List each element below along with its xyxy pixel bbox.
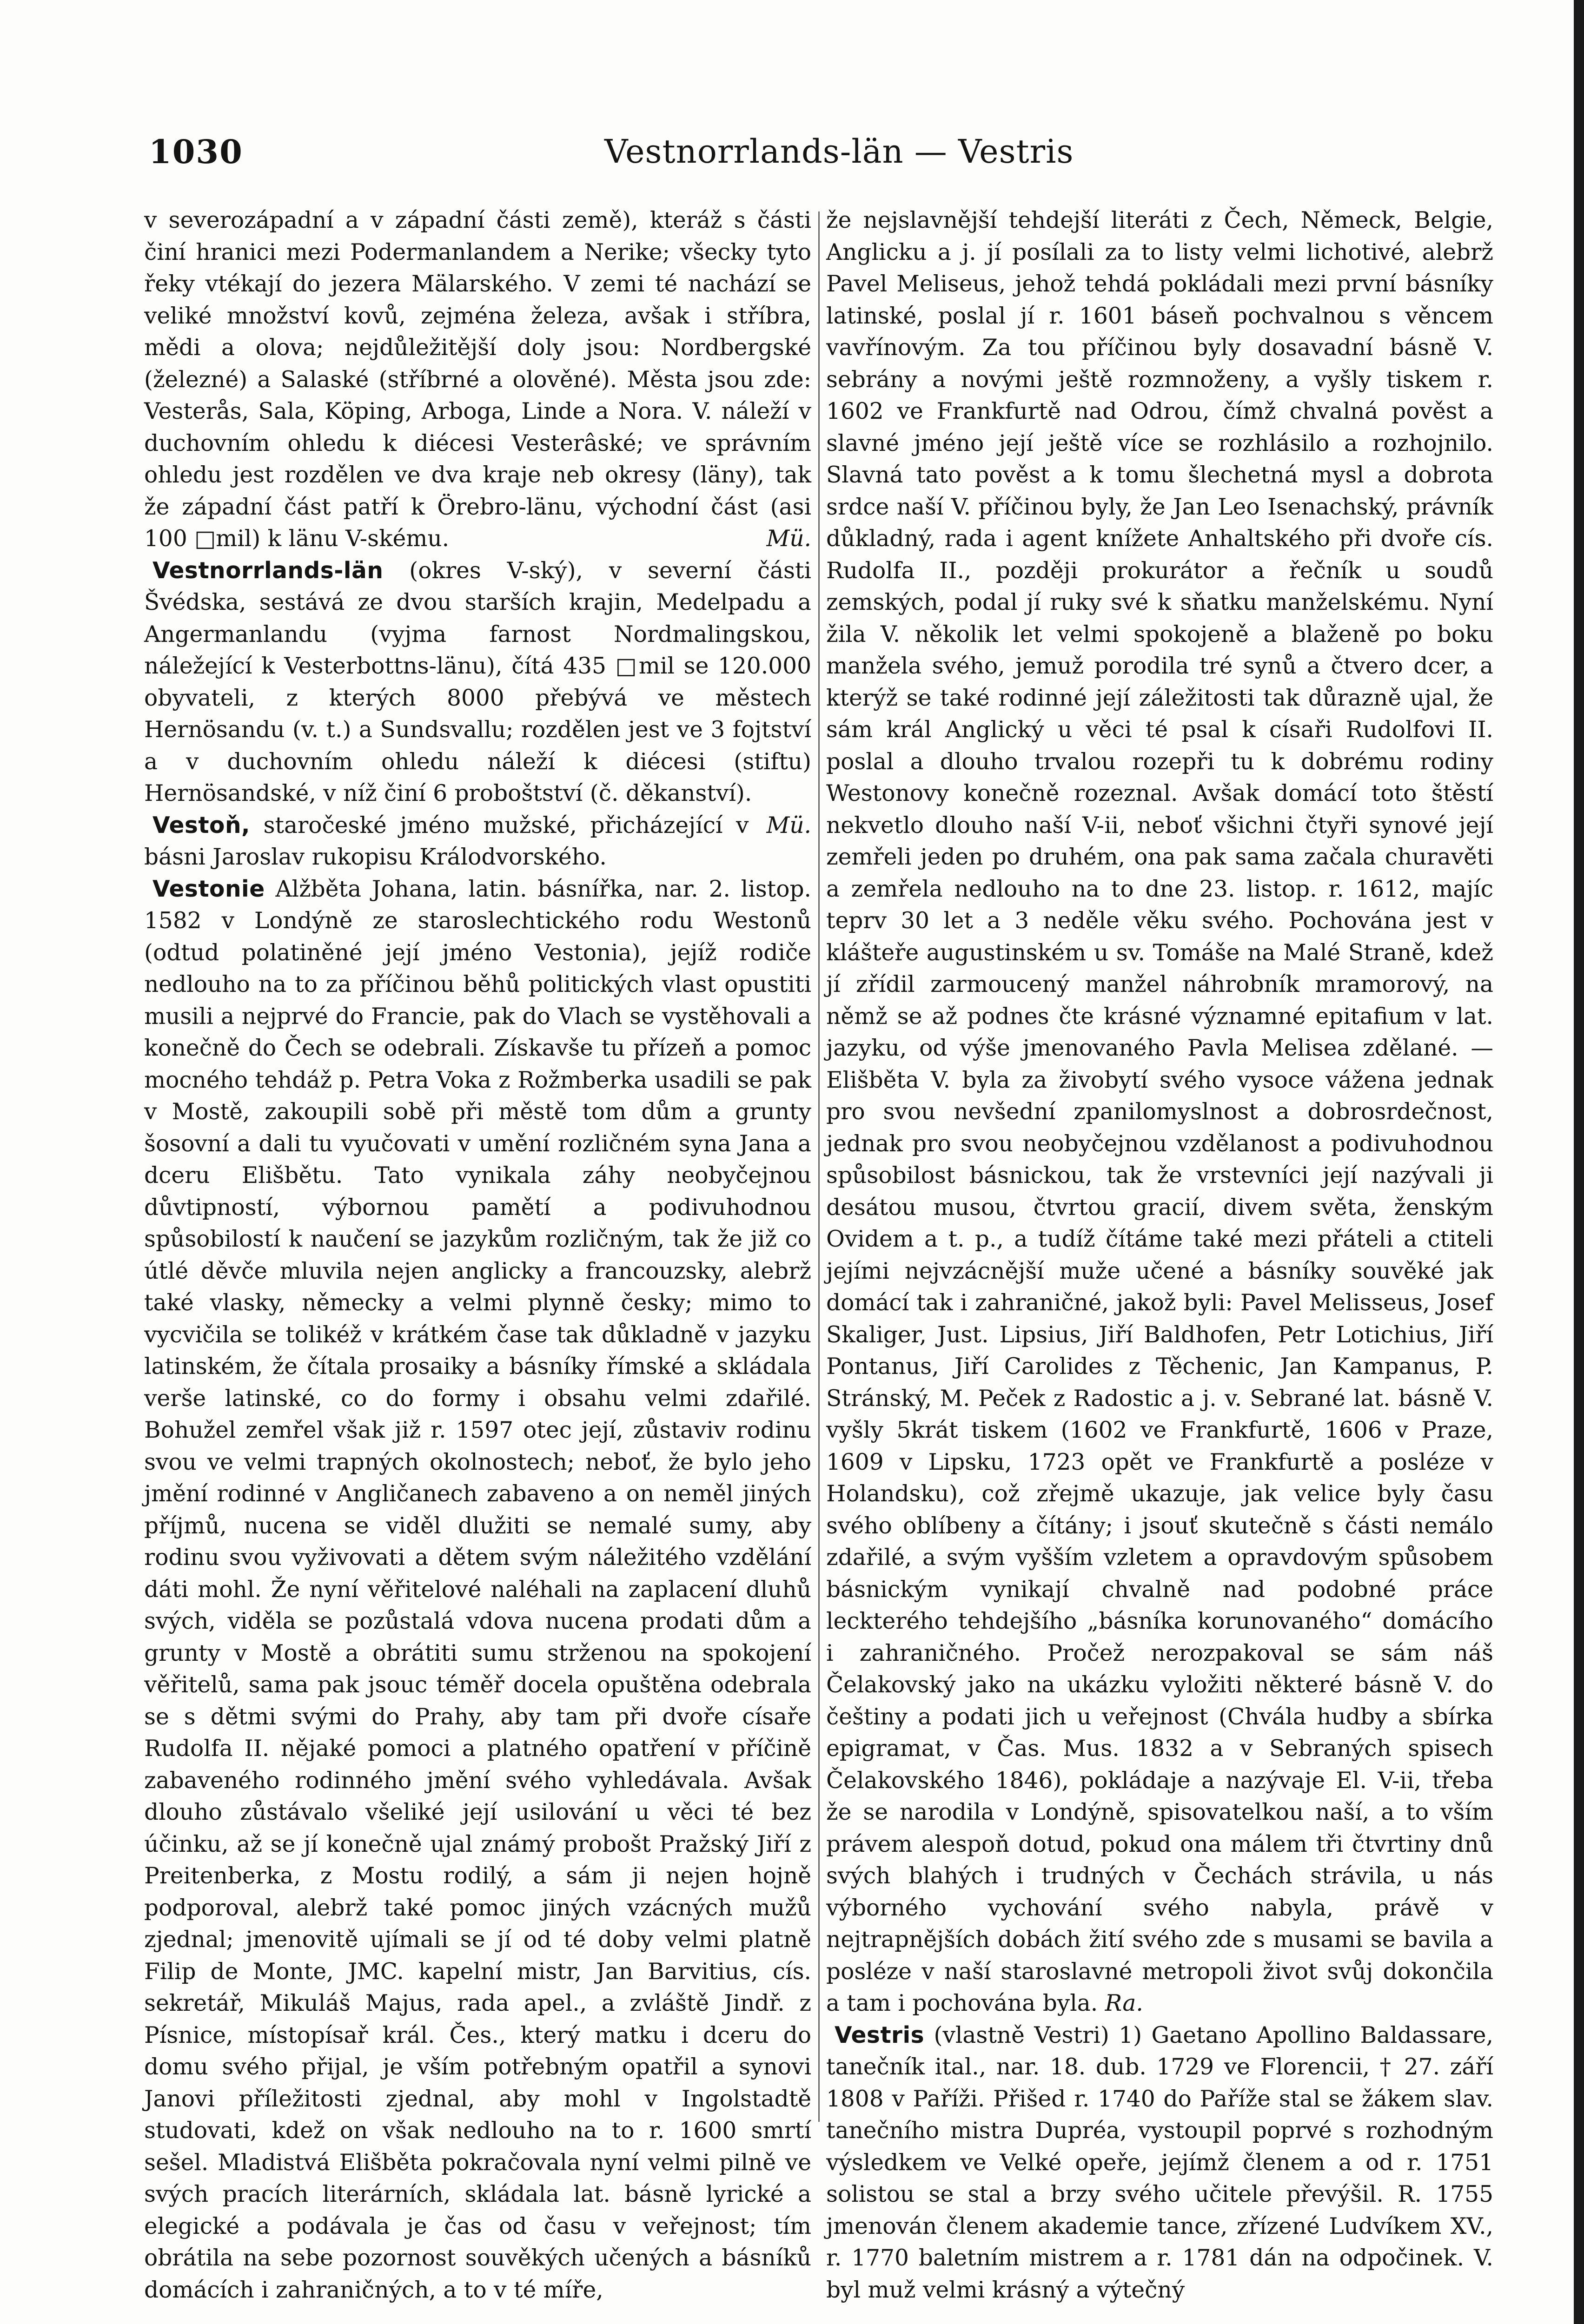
entry-headword: Vestonie	[152, 876, 265, 902]
page-header	[149, 132, 1488, 184]
entry-text: (vlastně Vestri) 1) Gaetano Apollino Baldassare, tanečník ital., nar. 18. dub. 1729 ve Florencii, † 27. září 1808 v Paříži. Přišed r. 1740 do Paříže stal se žákem slav. tanečního mistra Dupréa, vystoupil poprvé s rozhodným výsledkem ve Velké opeře, jejímž členem a od r. 1751 solistou se stal a brzy svého učitele převýšil. R. 1755 jmenován členem akademie tance, zřízené Ludvíkem XV., r. 1770 baletním mistrem a r. 1781 dán na odpočinek. V. byl muž velmi krásný a výtečný	[826, 2022, 1493, 2303]
entry-text: že nejslavnější tehdejší literáti z Čech, Německ, Belgie, Anglicku a j. jí posílali za to listy velmi lichotivé, alebrž Pavel Meliseus, jehož tehdá pokládali mezi první básníky latinské, poslal jí r. 1601 báseň pochvalnou s věncem vavřínovým. Za tou příčinou byly dosavadní básně V. sebrány a novými ještě rozmnoženy, a vyšly tiskem r. 1602 ve Frankfurtě nad Odrou, čímž chvalná pověst a slavné jméno její ještě více se rozhlásilo a rozhojnilo. Slavná tato pověst a k tomu šlechetná mysl a dobrota srdce naší V. příčinou byly, že Jan Leo Isenachský, právník důkladný, rada i agent knížete Anhaltského při dvoře cís. Rudolfa II., později prokurátor a řečník u soudů zemských, podal jí ruky své k sňatku manželskému. Nyní žila V. několik let velmi spokojeně a blaženě po boku manžela svého, jemuž porodila tré synů a čtvero dcer, a kterýž se také rodinné její záležitosti tak důrazně ujal, že sám král Anglický u věci té psal k císaři Rudolfovi II. poslal a dlouho trvalou rozepři tu k dobrému rodiny Westonovy konečně rozeznal. Avšak domácí toto štěstí nekvetlo dlouho naší V-ii, neboť všichni čtyři synové její zemřeli jeden po druhém, ona pak sama začala churavěti a zemřela nedlouho na to dne 23. listop. r. 1612, majíc teprv 30 let a 3 neděle věku svého. Pochována jest v klášteře augustinském u sv. Tomáše na Malé Straně, kdež jí zřídil zarmoucený manžel náhrobník mramorový, na němž se až podnes čte krásné významné epitafium v lat. jazyku, od výše jmenovaného Pavla Melisea zdělané. — Elišbětа V. byla za živobytí svého vysoce vážena jednak pro svou nevšední zpanilomyslnost a dobrosrdečnost, jednak pro svou neobyčejnou vzdělanost a podivuhodnou spůsobilost básnickou, tak že vrstevníci její nazývali ji desátou musou, čtvrtou gracií, divem světa, ženským Ovidem a t. p., a tudíž čítáme také mezi přáteli a ctiteli jejími nejvzácnější muže učené a básníky souvěké jak domácí tak i zahraničné, jakož byli: Pavel Melisseus, Josef Skaliger, Just. Lipsius, Jiří Baldhofen, Petr Lotichius, Jiří Pontanus, Jiří Carolides z Těchenic, Jan Kampanus, P. Stránský, M. Peček z Radostic a j. v. Sebrané lat. básně V. vyšly 5krát tiskem (1602 ve Frankfurtě, 1606 v Praze, 1609 v Lipsku, 1723 opět ve Frankfurtě a posléze v Holandsku), což zřejmě ukazuje, jak velice byly času svého oblíbeny a čítány; i jsouť skutečně s části nemálo zdařilé, a svým vyšším vzletem a opravdovým spůsobem básnickým vynikají chvalně nad podobné práce leckterého tehdejšího „básníka korunovaného“ domácího i zahraničného. Pročež nerozpakoval se sám náš Čelakovský jako na ukázku vyložiti některé básně V. do češtiny a podati jich u veřejnost (Chvála hudby a sbírka epigramat, v Čas. Mus. 1832 a v Sebraných spisech Čelakovského 1846), pokládaje a nazývaje El. V-ii, třeba že se narodila v Londýně, spisovatelkou naší, a to vším právem alespoň dotud, pokud ona málem tři čtvrtiny dnů svých blahých i trudných v Čechách strávila, u nás výborného vychování svého nabyla, právě v nejtrapnějších dobách žití svého zde s musami se bavila a posléze v naší staroslavné metropoli život svůj dokončila a tam i pochována byla.	[826, 207, 1493, 2016]
left-column	[144, 205, 811, 2303]
entry-text: v severozápadní a v západní části země), kteráž s části činí hranici mezi Podermanlandem a Nerike; všecky tyto řeky vtékají do jezera Mälarského. V zemi té nachází se veliké množství kovů, zejména železa, avšak i stříbra, mědi a olova; nejdůležitější doly jsou: Nordbergské (železné) a Salaské (stříbrné a olověné). Města jsou zde: Vesterås, Sala, Köping, Arboga, Linde a Nora. V. náleží v duchovním ohledu k diécesi Vesterâské; ve správním ohledu jest rozdělen ve dva kraje neb okresy (läny), tak že západní část patří k Örebro-länu, východní část (asi 100 □mil) k länu V-skému.	[144, 207, 811, 552]
entry-headword: Vestris	[835, 2022, 925, 2048]
author-signature: Ra.	[1105, 1990, 1143, 2016]
right-column	[826, 205, 1493, 2303]
entry-headword: Vestnorrlands-län	[152, 557, 384, 584]
running-title: Vestnorrlands-län — Vestris	[604, 132, 1074, 171]
entry-text: staročeské jméno mužské, přicházející v básni Jaroslav rukopisu Králodvorského.	[144, 812, 749, 870]
entry-veston	[144, 810, 811, 873]
entry-text: Alžběta Johana, latin. básnířka, nar. 2. listop. 1582 v Londýně ze staroslechtického rodu Westonů (odtud polatiněné její jméno Vestonia), jejíž rodiče nedlouho na to za příčinou běhů politických vlast opustiti musili a nejprvé do Francie, pak do Vlach se vystěhovali a konečně do Čech se odebrali. Získavše tu přízeň a pomoc mocného tehdáž p. Petra Voka z Rožmberka usadili se pak v Mostě, zakoupili sobě při městě tom dům a grunty šosovní a dali tu vyučovati v umění rozličném syna Jana a dceru Elišbětu. Tato vynikala záhy neobyčejnou důvtipností, výbornou pamětí a podivuhodnou spůsobilostí k naučení se jazykům rozličným, tak že již co útlé děvče mluvila nejen anglicky a francouzsky, alebrž také vlasky, německy a velmi plynně česky; mimo to vycvičila se tolikéž v krátkém čase tak důkladně v jazyku latinském, že čítala prosaiky a básníky římské a skládala verše latinské, co do formy i obsahu velmi zdařilé. Bohužel zemřel však již r. 1597 otec její, zůstaviv rodinu svou ve velmi trapných okolnostech; neboť, že bylo jeho jmění rodinné v Angličanech zabaveno a on neměl jiných příjmů, nucena se viděl dlužiti se nemalé sumy, aby rodinu svou vyživovati a dětem svým náležitého vzdělání dáti mohl. Že nyní věřitelové naléhali na zaplacení dluhů svých, viděla se pozůstalá vdova nucena prodati dům a grunty v Mostě a obrátiti sumu strženou na spokojení věřitelů, sama pak jsouc téměř docela opuštěna odebrala se s dětmi svými do Prahy, aby tam při dvoře císaře Rudolfa II. nějaké pomoci a platného opatření v příčině zabaveného rodinného jmění svého vyhledávala. Avšak dlouho zůstávalo všeliké její usilování u věci té bez účinku, až se jí konečně ujal známý probošt Pražský Jiří z Preitenberka, z Mostu rodilý, a sám ji nejen hojně podporoval, alebrž také pomoc jiných vzácných mužů zjednal; jmenovitě ujímali se jí od té doby velmi platně Filip de Monte, JMC. kapelní mistr, Jan Barvitius, cís. sekretář, Mikuláš Majus, rada apel., a zvláště Jindř. z Písnice, místopísař král. Čes., který matku i dceru do domu svého přijal, je vším potřebným opatřil a synovi Janovi příležitosti zjednal, aby mohl v Ingolstadtě studovati, kdež on však nedlouho na to r. 1600 smrtí sešel. Mladistvá Elišbětа pokračovala nyní velmi pilně ve svých pracích literárních, skládala lat. básně lyrické a elegické a podávala je čas od času v veřejnost; tím obrátila na sebe pozornost souvěkých učených a básníků domácích i zahraničných, a to v té míře,	[144, 876, 811, 2303]
author-signature: Mü.	[766, 812, 811, 838]
page-number: 1030	[149, 132, 243, 171]
column-divider	[818, 211, 820, 2122]
page-edge-shadow	[1574, 0, 1584, 2324]
entry-text: (okres V-ský), v severní části Švédska, sestává ze dvou starších krajin, Medelpadu a Angermanlandu (vyjma farnost Nordmalingskou, náležející k Vesterbottns-länu), čítá 435 □mil se 120.000 obyvateli, z kterých 8000 přebývá ve městech Hernösandu (v. t.) a Sundsvallu; rozdělen jest ve 3 fojtství a v duchovním ohledu náleží k diécesi (stiftu) Hernösandské, v níž činí 6 proboštství (č. děkanství).	[144, 557, 811, 806]
entry-headword: Vestoň,	[152, 812, 250, 838]
entry-vestonie	[144, 873, 811, 2306]
entry-continuation	[826, 205, 1493, 2020]
author-signature: Mü.	[766, 526, 811, 552]
entry-vestris	[826, 2020, 1493, 2306]
entry-continuation	[144, 205, 811, 555]
